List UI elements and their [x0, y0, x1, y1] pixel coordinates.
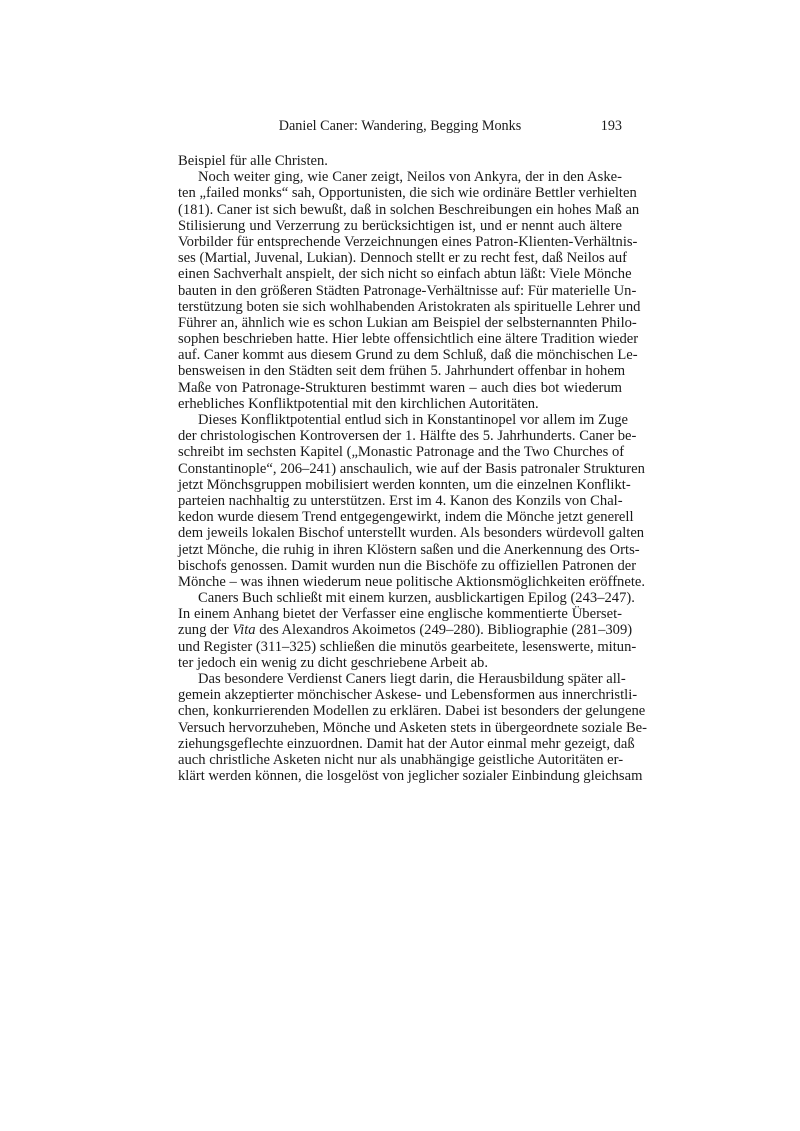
text-line: Constantinople“, 206–241) anschaulich, wie auf der Basis patronaler Strukturen — [178, 460, 645, 477]
text-line: Beispiel für alle Christen. — [178, 153, 328, 169]
text-line: ter jedoch ein wenig zu dicht geschriebene Arbeit ab. — [178, 654, 488, 671]
text-line: bauten in den größeren Städten Patronage-Verhältnisse auf: Für materielle Un- — [178, 282, 637, 299]
text-line: sophen beschrieben hatte. Hier lebte offensichtlich eine ältere Tradition wieder — [178, 331, 639, 348]
text-line: gemein akzeptierter mönchischer Askese- und Lebensformen aus innerchristli- — [178, 687, 638, 704]
text-line: Caners Buch schließt mit einem kurzen, ausblickartigen Epilog (243–247). — [198, 590, 635, 607]
text-line: Maße von Patronage-Strukturen bestimmt waren – auch dies bot wiederum — [178, 379, 622, 396]
text-line: und Register (311–325) schließen die minutös gearbeitete, lesenswerte, mitun- — [178, 638, 637, 655]
text-line: bensweisen in den Städten seit dem frühen 5. Jahrhundert offenbar in hohem — [178, 363, 626, 380]
text-line: klärt werden können, die losgelöst von jeglicher sozialer Einbindung gleichsam — [178, 768, 643, 785]
text-line: Mönche – was ihnen wiederum neue politische Aktionsmöglichkeiten eröffnete. — [178, 573, 646, 590]
text-line: parteien nachhaltig zu unterstützen. Erst im 4. Kanon des Konzils von Chal- — [178, 492, 623, 509]
text-line: ziehungsgeflechte einzuordnen. Damit hat der Autor einmal mehr gezeigt, daß — [178, 735, 635, 752]
text-line: In einem Anhang bietet der Verfasser eine englische kommentierte Überset- — [178, 606, 622, 623]
italic-title: Vita — [232, 622, 256, 639]
text-segment: zung der — [178, 622, 233, 639]
text-line: ses (Martial, Juvenal, Lukian). Dennoch stellt er zu recht fest, daß Neilos auf — [178, 250, 628, 267]
text-line: der christologischen Kontroversen der 1. Hälfte des 5. Jahrhunderts. Caner be- — [178, 428, 637, 445]
text-line: Versuch hervorzuheben, Mönche und Asketen stets in übergeordnete soziale Be- — [178, 719, 648, 736]
text-line: auf. Caner kommt aus diesem Grund zu dem Schluß, daß die mönchischen Le- — [178, 347, 638, 364]
text-line: dem jeweils lokalen Bischof unterstellt wurden. Als besonders würdevoll galten — [178, 525, 645, 542]
page-number: 193 — [600, 118, 622, 134]
text-line: schreibt im sechsten Kapitel („Monastic Patronage and the Two Churches of — [178, 444, 625, 461]
text-segment: des Alexandros Akoimetos (249–280). Bibliographie (281–309) — [255, 622, 633, 639]
text-line: Noch weiter ging, wie Caner zeigt, Neilos von Ankyra, der in den Aske- — [198, 169, 622, 186]
text-line: Dieses Konfliktpotential entlud sich in Konstantinopel vor allem im Zuge — [198, 412, 629, 428]
text-line — [178, 622, 633, 639]
text-line: jetzt Mönche, die ruhig in ihren Klöstern saßen und die Anerkennung des Orts- — [178, 541, 640, 558]
text-line: terstützung boten sie sich wohlhabenden Aristokraten als spirituelle Lehrer und — [178, 298, 641, 315]
text-line: einen Sachverhalt anspielt, der sich nicht so einfach abtun läßt: Viele Mönche — [178, 266, 632, 283]
running-header — [178, 118, 622, 136]
text-line: Das besondere Verdienst Caners liegt darin, die Herausbildung später all- — [198, 671, 626, 687]
text-line: Führer an, ähnlich wie es schon Lukian am Beispiel der selbsternannten Philo- — [178, 314, 637, 331]
text-line: jetzt Mönchsgruppen mobilisiert werden konnten, um die einzelnen Konflikt- — [178, 476, 631, 493]
body-text — [178, 153, 648, 785]
text-line: chen, konkurrierenden Modellen zu erklären. Dabei ist besonders der gelungene — [178, 703, 646, 720]
text-line: ten „failed monks“ sah, Opportunisten, die sich wie ordinäre Bettler verhielten — [178, 185, 637, 202]
text-line: (181). Caner ist sich bewußt, daß in solchen Beschreibungen ein hohes Maß an — [178, 201, 640, 218]
text-line: kedon wurde diesem Trend entgegengewirkt, indem die Mönche jetzt generell — [178, 509, 634, 526]
running-title: Daniel Caner: Wandering, Begging Monks — [278, 118, 522, 134]
text-line: auch christliche Asketen nicht nur als unabhängige geistliche Autoritäten er- — [178, 751, 624, 768]
text-line: bischofs genossen. Damit wurden nun die Bischöfe zu offiziellen Patronen der — [178, 557, 637, 574]
text-line: Vorbilder für entsprechende Verzeichnungen eines Patron-Klienten-Verhältnis- — [178, 233, 638, 250]
text-line: Stilisierung und Verzerrung zu berücksichtigen ist, und er nennt auch ältere — [178, 217, 622, 234]
text-line: erhebliches Konfliktpotential mit den kirchlichen Autoritäten. — [178, 395, 539, 412]
